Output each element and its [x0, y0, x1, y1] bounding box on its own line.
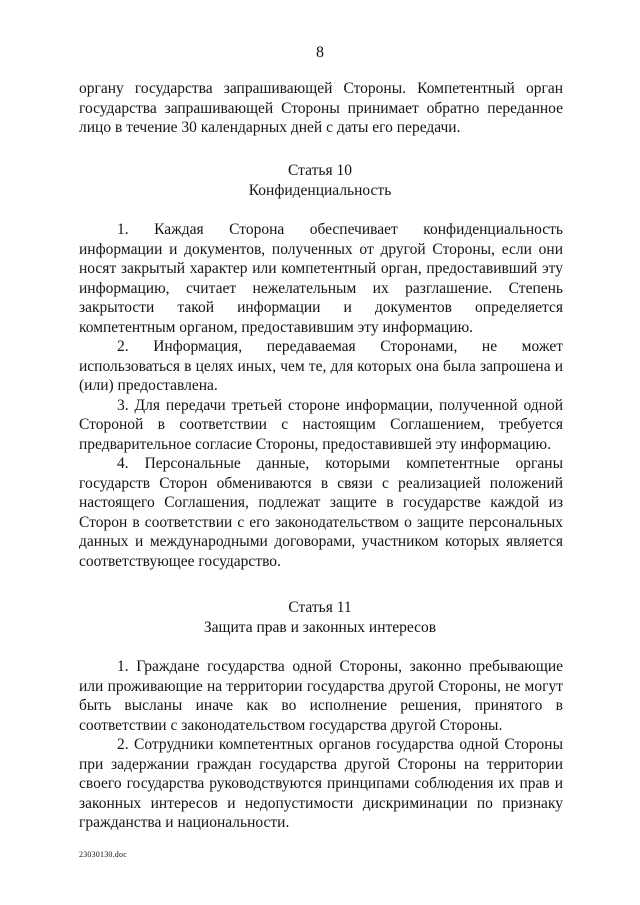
article-11-body	[79, 657, 563, 833]
page-number: 8	[316, 44, 324, 61]
article-11-paragraph-2: 2. Сотрудники компетентных органов государства одной Стороны при задержании граждан государства другой Стороны на территории своего государства руководствуются принципами соблюдения их прав и законных интересов и недопустимости дискриминации по признаку гражданства и национальности.	[79, 736, 563, 831]
article-10-body	[79, 220, 563, 571]
article-10-paragraph-4: 4. Персональные данные, которыми компетентные органы государств Сторон обмениваются в связи с реализацией положений настоящего Соглашения, подлежат защите в государстве каждой из Сторон в соответствии с его законодательством о защите персональных данных и международными договорами, участником которых является соответствующее государство.	[79, 455, 563, 570]
article-11-paragraph-1: 1. Граждане государства одной Стороны, законно пребывающие или проживающие на территории государства другой Стороны, не могут быть высланы иначе как во исполнение решения, принятого в соответствии с законодательством государства другой Стороны.	[79, 658, 563, 734]
article-10-title: Конфиденциальность	[248, 182, 392, 199]
article-11-number: Статья 11	[288, 599, 352, 616]
article-11-title: Защита прав и законных интересов	[203, 619, 437, 636]
intro-paragraph-block	[79, 79, 563, 138]
footer-document-code: 23030130.doc	[79, 850, 127, 859]
article-10-paragraph-1: 1. Каждая Сторона обеспечивает конфиденциальность информации и документов, полученных от другой Стороны, если они носят закрытый характер или компетентный орган, предоставивший эту информацию, считает нежелательным их разглашение. Степень закрытости такой информации и документов определяется компетентным органом, предоставившим эту информацию.	[79, 221, 563, 336]
article-10-paragraph-2: 2. Информация, передаваемая Сторонами, не может использоваться в целях иных, чем те, для которых она была запрошена и (или) предоставлена.	[79, 338, 563, 394]
intro-paragraph: органу государства запрашивающей Стороны. Компетентный орган государства запрашивающей Стороны принимает обратно переданное лицо в течение 30 календарных дней с даты его передачи.	[79, 80, 563, 136]
article-10-paragraph-3: 3. Для передачи третьей стороне информации, полученной одной Стороной в соответствии с настоящим Соглашением, требуется предварительное согласие Стороны, предоставившей эту информацию.	[79, 396, 563, 453]
article-10-number: Статья 10	[288, 162, 352, 179]
